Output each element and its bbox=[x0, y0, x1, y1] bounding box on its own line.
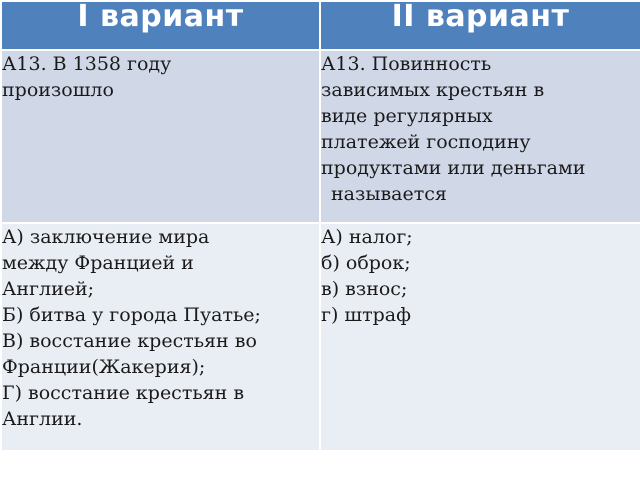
answer-row bbox=[1, 223, 640, 451]
question-line: зависимых крестьян в bbox=[321, 79, 545, 102]
answer-line: Франции(Жакерия); bbox=[2, 355, 206, 378]
variant-1-header bbox=[1, 1, 320, 50]
variant-2-header bbox=[320, 1, 640, 50]
variant-2-header-label: II вариант bbox=[391, 1, 570, 34]
question-line: произошло bbox=[2, 79, 114, 102]
question-line: А13. В 1358 году bbox=[2, 53, 172, 76]
answer-line: Г) восстание крестьян в bbox=[2, 381, 245, 404]
answer-line: Англии. bbox=[2, 407, 83, 430]
question-line: виде регулярных bbox=[321, 105, 493, 128]
answer-line: Б) битва у города Пуатье; bbox=[2, 303, 261, 326]
variant-2-answers bbox=[320, 223, 640, 451]
answer-line: В) восстание крестьян во bbox=[2, 329, 257, 352]
question-line: А13. Повинность bbox=[321, 53, 492, 76]
answer-line: А) заключение мира bbox=[2, 225, 210, 248]
question-line: продуктами или деньгами bbox=[321, 157, 586, 180]
bottom-margin bbox=[0, 452, 640, 480]
variant-1-answers bbox=[1, 223, 320, 451]
answer-line: в) взнос; bbox=[321, 277, 408, 300]
answer-line: между Францией и bbox=[2, 251, 194, 274]
question-line: платежей господину bbox=[321, 131, 531, 154]
answer-line: г) штраф bbox=[321, 303, 411, 326]
question-row bbox=[1, 50, 640, 223]
answer-line: б) оброк; bbox=[321, 251, 411, 274]
variant-1-header-label: I вариант bbox=[77, 1, 244, 34]
answer-line: Англией; bbox=[2, 277, 95, 300]
answer-line: А) налог; bbox=[321, 225, 413, 248]
question-line: называется bbox=[331, 183, 447, 206]
variant-2-question bbox=[320, 50, 640, 223]
header-row bbox=[1, 1, 640, 50]
variant-1-question bbox=[1, 50, 320, 223]
